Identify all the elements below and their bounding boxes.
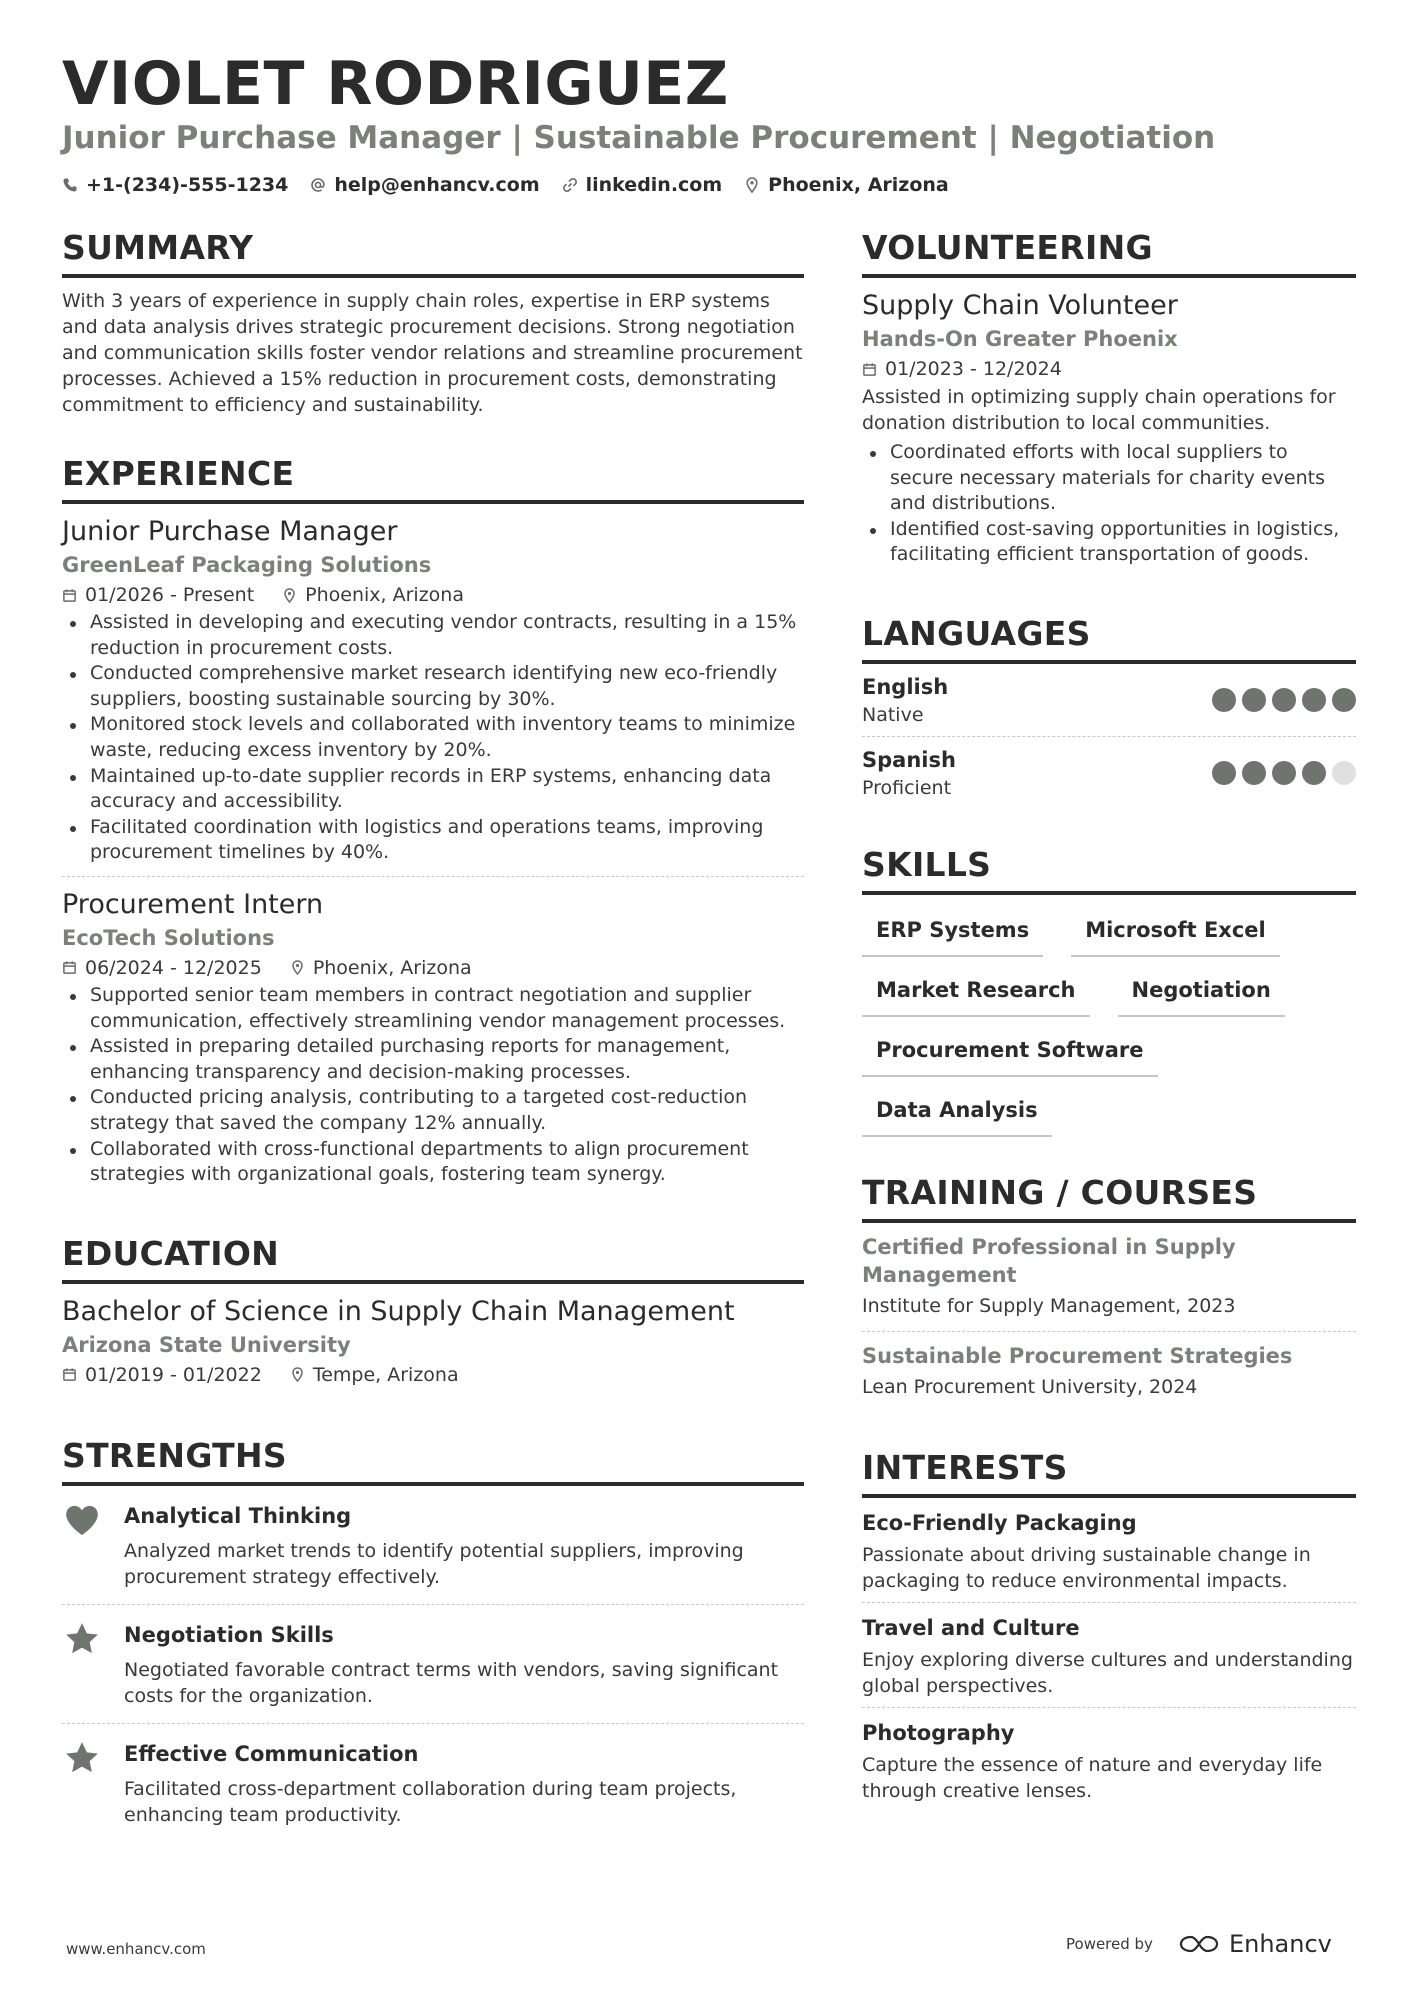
calendar-icon (862, 362, 877, 377)
volunteer-org: Hands-On Greater Phoenix (862, 327, 1178, 351)
rating-dot-filled (1302, 688, 1326, 712)
strength-title: Negotiation Skills (124, 1622, 334, 1647)
education-location (290, 1360, 459, 1390)
strength-title: Effective Communication (124, 1741, 419, 1766)
at-icon (310, 177, 326, 193)
skill-tag: Procurement Software (862, 1029, 1158, 1077)
bullet: Conducted comprehensive market research identifying new eco-friendly suppliers, boosting sustainable sourcing by 30%. (90, 661, 804, 712)
phone-icon (62, 177, 78, 193)
contact-linkedin[interactable] (562, 170, 723, 200)
volunteer-dates (862, 354, 1062, 384)
star-icon (62, 1738, 102, 1778)
headline: Junior Purchase Manager | Sustainable Procurement | Negotiation (62, 120, 1216, 156)
summary-text: With 3 years of experience in supply chain roles, expertise in ERP systems and data analysis drives strategic procurement decisions. Strong negotiation and communication skills foster vendor relations and streamline procurement processes. Achieved a 15% reduction in procurement costs, demonstrating commitment to efficiency and sustainability. (62, 290, 803, 416)
interest-item (862, 1498, 1356, 1602)
rating-dot-filled (1332, 688, 1356, 712)
job-dates (62, 953, 262, 983)
school: Arizona State University (62, 1332, 351, 1357)
job-bullets (62, 610, 804, 866)
job-dates (62, 580, 254, 610)
strength-content (124, 1619, 804, 1709)
rating-dot-filled (1272, 761, 1296, 785)
email-text: help@enhancv.com (334, 174, 540, 196)
location-pin-icon (290, 1367, 305, 1382)
calendar-icon (62, 1367, 77, 1382)
phone-text: +1-(234)-555-1234 (86, 174, 289, 196)
section-title-experience: EXPERIENCE (62, 452, 804, 504)
course-provider: Lean Procurement University, 2024 (862, 1375, 1198, 1398)
interest-text: Enjoy exploring diverse cultures and understanding global perspectives. (862, 1648, 1353, 1697)
skill-tag: Data Analysis (862, 1089, 1052, 1137)
strength-content (124, 1738, 804, 1828)
education-section (62, 1232, 804, 1400)
education-dates-text: 01/2019 - 01/2022 (85, 1363, 262, 1386)
course-provider: Institute for Supply Management, 2023 (862, 1294, 1236, 1317)
course-title: Sustainable Procurement Strategies (862, 1343, 1293, 1368)
rating-dot-empty (1332, 761, 1356, 785)
contact-bar (62, 170, 949, 200)
bullet: Conducted pricing analysis, contributing to a targeted cost-reduction strategy that saved the company 12% annually. (90, 1085, 804, 1136)
skill-tag: Negotiation (1118, 969, 1285, 1017)
rating-dot-filled (1242, 688, 1266, 712)
experience-entry (62, 876, 804, 1198)
language-level: Proficient (862, 776, 952, 799)
language-rating (1212, 761, 1356, 785)
location-text: Phoenix, Arizona (768, 174, 949, 196)
strengths-section (62, 1434, 804, 1842)
bullet: Coordinated efforts with local suppliers to secure necessary materials for charity events and distributions. (890, 440, 1356, 517)
job-dates-text: 06/2024 - 12/2025 (85, 956, 262, 979)
link-icon (562, 177, 578, 193)
strength-item (62, 1486, 804, 1604)
section-title-languages: LANGUAGES (862, 612, 1356, 664)
volunteer-dates-text: 01/2023 - 12/2024 (885, 358, 1062, 380)
skill-tag: Microsoft Excel (1071, 909, 1280, 957)
section-title-summary: SUMMARY (62, 226, 804, 278)
language-info (862, 672, 948, 728)
heart-icon (62, 1500, 102, 1540)
course-item (862, 1331, 1356, 1412)
section-title-education: EDUCATION (62, 1232, 804, 1284)
languages-section (862, 612, 1356, 809)
skills-section (862, 843, 1356, 1137)
language-name: English (862, 674, 949, 699)
calendar-icon (62, 960, 77, 975)
strength-item (62, 1723, 804, 1842)
job-meta (62, 953, 804, 983)
education-entry (62, 1284, 804, 1400)
left-column (62, 226, 804, 1876)
strength-text: Facilitated cross-department collaboration during team projects, enhancing team productivity. (124, 1777, 737, 1826)
bullet: Facilitated coordination with logistics and operations teams, improving procurement timelines by 40%. (90, 815, 804, 866)
skill-tag: Market Research (862, 969, 1090, 1017)
calendar-icon (62, 588, 77, 603)
section-title-skills: SKILLS (862, 843, 1356, 895)
skills-list (862, 895, 1356, 1137)
rating-dot-filled (1212, 688, 1236, 712)
powered-by-label: Powered by (1066, 1935, 1153, 1953)
strength-content (124, 1500, 804, 1590)
rating-dot-filled (1272, 688, 1296, 712)
section-title-interests: INTERESTS (862, 1446, 1356, 1498)
language-level: Native (862, 703, 924, 726)
linkedin-text: linkedin.com (585, 174, 723, 196)
star-icon (62, 1619, 102, 1659)
strength-text: Analyzed market trends to identify potential suppliers, improving procurement strategy effectively. (124, 1539, 744, 1588)
bullet: Supported senior team members in contract negotiation and supplier communication, effectively streamlining vendor management processes. (90, 983, 804, 1034)
rating-dot-filled (1302, 761, 1326, 785)
rating-dot-filled (1242, 761, 1266, 785)
interest-text: Capture the essence of nature and everyday life through creative lenses. (862, 1753, 1323, 1802)
job-company: EcoTech Solutions (62, 925, 275, 950)
location-pin-icon (744, 177, 760, 193)
footer-website[interactable]: www.enhancv.com (66, 1940, 206, 1958)
bullet: Assisted in developing and executing vendor contracts, resulting in a 15% reduction in procurement costs. (90, 610, 804, 661)
education-location-text: Tempe, Arizona (312, 1363, 459, 1386)
candidate-name: VIOLET RODRIGUEZ (62, 49, 729, 119)
education-meta (62, 1360, 804, 1390)
job-role: Procurement Intern (62, 888, 324, 920)
language-name: Spanish (862, 747, 956, 772)
language-info (862, 745, 956, 801)
bullet: Maintained up-to-date supplier records in ERP systems, enhancing data accuracy and accessibility. (90, 764, 804, 815)
summary-section (62, 226, 804, 418)
contact-phone[interactable] (62, 170, 288, 200)
language-item (862, 736, 1356, 809)
interests-section (862, 1446, 1356, 1812)
strength-icon-wrap (62, 1738, 102, 1828)
job-dates-text: 01/2026 - Present (85, 584, 255, 606)
language-item (862, 664, 1356, 736)
interest-title: Travel and Culture (862, 1615, 1080, 1640)
bullet: Identified cost-saving opportunities in logistics, facilitating efficient transportation of goods. (890, 517, 1356, 568)
section-title-training: TRAINING / COURSES (862, 1171, 1356, 1223)
right-column (862, 226, 1356, 1846)
contact-email[interactable] (310, 170, 539, 200)
volunteering-entry (862, 278, 1356, 578)
job-location-text: Phoenix, Arizona (305, 584, 464, 606)
interest-text: Passionate about driving sustainable change in packaging to reduce environmental impacts. (862, 1543, 1311, 1592)
volunteer-description: Assisted in optimizing supply chain operations for donation distribution to local communities. (862, 386, 1336, 434)
interest-item (862, 1602, 1356, 1707)
experience-entry (62, 504, 804, 876)
brand-logo (1177, 1930, 1332, 1958)
brand-name: Enhancv (1228, 1930, 1332, 1958)
strength-text: Negotiated favorable contract terms with vendors, saving significant costs for the organization. (124, 1658, 779, 1707)
bullet: Assisted in preparing detailed purchasing reports for management, enhancing transparency and decision-making processes. (90, 1034, 804, 1085)
course-title: Certified Professional in Supply Management (862, 1234, 1236, 1287)
job-location (282, 580, 464, 610)
enhancv-logo-icon (1177, 1932, 1221, 1956)
skill-tag: ERP Systems (862, 909, 1043, 957)
job-location-text: Phoenix, Arizona (312, 956, 472, 979)
location-pin-icon (290, 960, 305, 975)
bullet: Monitored stock levels and collaborated with inventory teams to minimize waste, reducing excess inventory by 20%. (90, 712, 804, 763)
interest-item (862, 1707, 1356, 1812)
job-company: GreenLeaf Packaging Solutions (62, 553, 432, 577)
strength-icon-wrap (62, 1500, 102, 1590)
rating-dot-filled (1212, 761, 1236, 785)
job-role: Junior Purchase Manager (62, 516, 398, 547)
footer-branding[interactable] (1066, 1930, 1332, 1958)
interest-title: Photography (862, 1720, 1015, 1745)
language-rating (1212, 688, 1356, 712)
job-bullets (62, 983, 804, 1188)
job-meta (62, 580, 804, 610)
training-section (862, 1171, 1356, 1412)
section-title-strengths: STRENGTHS (62, 1434, 804, 1486)
volunteer-bullets (862, 440, 1356, 568)
location-pin-icon (282, 588, 297, 603)
degree: Bachelor of Science in Supply Chain Management (62, 1295, 735, 1327)
education-dates (62, 1360, 262, 1390)
course-item (862, 1223, 1356, 1331)
bullet: Collaborated with cross-functional departments to align procurement strategies with organizational goals, fostering team synergy. (90, 1137, 804, 1188)
volunteering-section (862, 226, 1356, 578)
experience-section (62, 452, 804, 1198)
interest-title: Eco-Friendly Packaging (862, 1510, 1137, 1535)
strength-title: Analytical Thinking (124, 1503, 352, 1528)
strength-icon-wrap (62, 1619, 102, 1709)
contact-location (744, 170, 949, 200)
volunteer-role: Supply Chain Volunteer (862, 290, 1178, 321)
volunteer-meta (862, 354, 1356, 384)
strength-item (62, 1604, 804, 1723)
section-title-volunteering: VOLUNTEERING (862, 226, 1356, 278)
job-location (290, 953, 472, 983)
